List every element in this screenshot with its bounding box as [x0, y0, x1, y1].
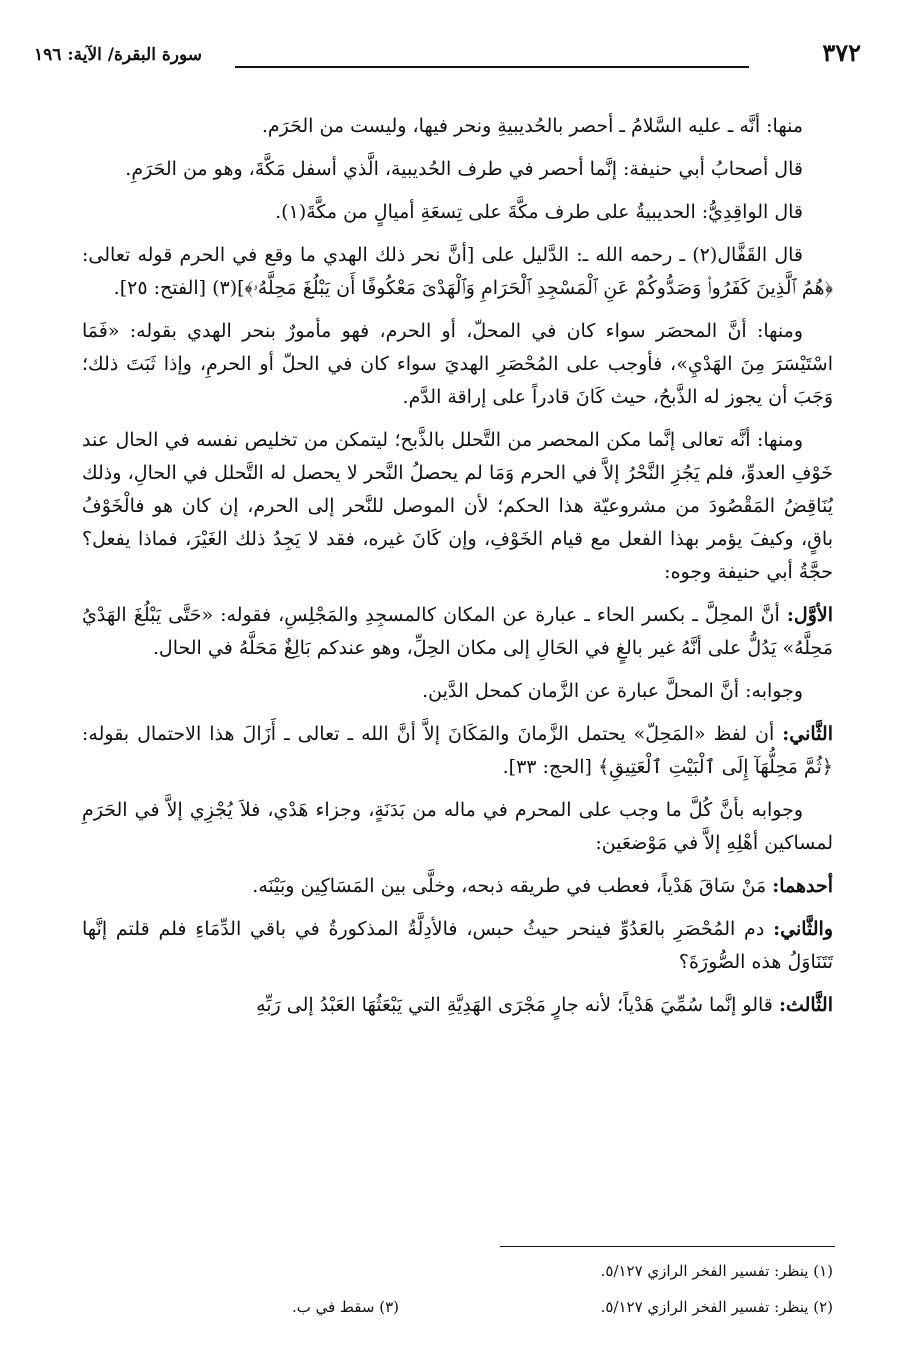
paragraph-text: أنَّ المحِلَّ ـ بكسر الحاء ـ عبارة عن المكان كالمسجِدِ والمَجْلِسِ، فقوله: «حَتَّى يَبْلُغَ الهَدْيُ مَحِلَّهُ» يَدُلُّ على أنَّهُ غير بالغٍ في الحَالِ إلى مكان الحِلِّ، وهو عندكم بَالِغٌ مَحَلَّهُ في الحال. [82, 604, 833, 659]
paragraph-text: قال الواقِدِيُّ: الحديبيةُ على طرف مكَّةَ على تِسعَةِ أميالٍ من مكَّةَ(١). [275, 201, 803, 223]
paragraph-text: مَنْ سَاقَ هَدْياً، فعطب في طريقه ذبحه، وخلَّى بين المَسَاكِين وبَيْنَه. [252, 875, 773, 897]
paragraph [82, 599, 833, 665]
body-text [82, 110, 833, 1032]
paragraph [82, 315, 833, 414]
paragraph-lead: الثَّاني: [782, 723, 833, 745]
paragraph [82, 913, 833, 979]
paragraph-lead: أحدهما: [772, 875, 833, 897]
paragraph-text: ومنها: أنَّ المحصَر سواء كان في المحلّ، أو الحرم، فهو مأمورٌ بنحر الهدي بقوله: «فَمَا اسْتَيْسَرَ مِنَ الهَدْيِ»، فأوجب على المُحْصَرِ الهديَ سواء كان في الحلّ أو الحرمِ، وإذا ثَبَتَ ذلك؛ وَجَبَ أن يجوز له الذَّبحُ، حيث كَانَ قادراً على إراقة الدَّم. [82, 320, 833, 408]
footnote-1: (١) ينظر: تفسير الفخر الرازي ٥/١٢٧. [600, 1262, 833, 1280]
paragraph-text: ومنها: أنَّه تعالى إنَّما مكن المحصر من التَّحلل بالذَّبح؛ ليتمكن من تخليص نفسه في الحال عند خَوْفِ العدوِّ، فلم يَجُزِ النَّحْرُ إلاَّ في الحرم وَمَا لم يحصلُ النَّحر لا يحصل له التَّحلل في الحالِ، وذلك يُنَاقِضُ المَقْصُودَ من مشروعيّة هذا الحكم؛ لأن الموصل للنَّحر إلى الحرم، إن كان هو فالْخَوْفُ باقٍ، وكيفَ يؤمر بهذا الفعل مع قيام الخَوْفِ، وإن كَانَ غيره، فقد لا يَجِدُ ذلك الغَيْرَ، فماذا يفعل؟ حجَّةُ أبي حنيفة وجوه: [82, 429, 833, 583]
footnote-3: (٣) سقط في ب. [291, 1298, 399, 1316]
paragraph [82, 424, 833, 589]
footnote-rule [500, 1246, 835, 1247]
paragraph [82, 110, 833, 143]
paragraph [82, 718, 833, 784]
paragraph-text: أن لفظ «المَحِلّ» يحتمل الزَّمانَ والمَكَانَ إلاَّ أنَّ الله ـ تعالى ـ أَزَالَ هذا الاحتمال بقوله: ﴿ثُمَّ مَحِلُّهَآ إِلَى ٱلْبَيْتِ ٱلْعَتِيقِ﴾ [الحج: ٣٣]. [82, 723, 833, 778]
paragraph [82, 153, 833, 186]
paragraph-text: قال أصحابُ أبي حنيفة: إنَّما أحصر في طرف الحُديبية، الَّذي أسفل مَكَّةَ، وهو من الحَرَمِ. [125, 158, 803, 180]
paragraph [82, 989, 833, 1022]
page-number: ٣٧٢ [822, 38, 861, 67]
paragraph-lead: والثَّاني: [773, 918, 833, 940]
paragraph [82, 794, 833, 860]
paragraph [82, 870, 833, 903]
footnote-2: (٢) ينظر: تفسير الفخر الرازي ٥/١٢٧. [600, 1298, 833, 1316]
header-rule [235, 66, 749, 68]
paragraph [82, 196, 833, 229]
paragraph-text: قالو إنَّما سُمِّيَ هَدْياً؛ لأنه جارٍ مَجْرَى الهَدِيَّةِ التي يَبْعَثُهَا العَبْدُ إلى رَبِّهِ [256, 994, 779, 1016]
running-title: سورة البقرة/ الآية: ١٩٦ [34, 45, 202, 65]
paragraph-text: منها: أنَّه ـ عليه السَّلامُ ـ أحصر بالحُديبيةِ ونحر فيها، وليست من الحَرَم. [261, 115, 803, 137]
paragraph [82, 239, 833, 305]
paragraph-text: وجوابه بأنَّ كُلَّ ما وجب على المحرم في ماله من بَدَنَةٍ، وجزاء هَدْي، فلاَ يُجْزِي إلاَّ في الحَرَمِ لمساكين أهْلِهِ إلاَّ في مَوْضعَين: [82, 799, 833, 854]
paragraph-text: قال القَفَّال(٢) ـ رحمه الله ـ: الدَّليل على [أنَّ نحر ذلك الهدي ما وقع في الحرم قوله تعالى: ﴿هُمُ ٱلَّذِينَ كَفَرُوا۟ وَصَدُّوكُمْ عَنِ ٱلْمَسْجِدِ ٱلْحَرَامِ وَٱلْهَدْىَ مَعْكُوفًا أَن يَبْلُغَ مَحِلَّهُۥ﴾](٣) [الفتح: ٢٥]. [82, 244, 833, 299]
paragraph-text: دم المُحْصَرِ بالعَدُوِّ فينحر حيثُ حبس، فالأدِلَّةُ المذكورةُ في باقي الدِّمَاءِ فلم قلتم إنَّها تَتَنَاوَلُ هذه الصُّورَةَ؟ [82, 918, 833, 973]
paragraph [82, 675, 833, 708]
paragraph-text: وجوابه: أنَّ المحلَّ عبارة عن الزَّمان كمحل الدَّين. [422, 680, 803, 702]
paragraph-lead: الثَّالث: [778, 994, 833, 1016]
paragraph-lead: الأوَّل: [786, 604, 833, 626]
